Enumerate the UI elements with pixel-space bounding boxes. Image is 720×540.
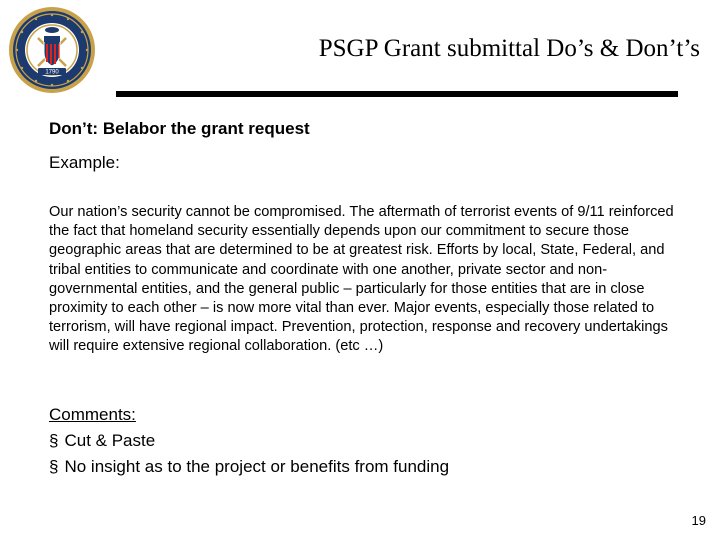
seal-year: 1790 <box>45 69 59 76</box>
comments-label: Comments: <box>49 405 136 424</box>
page-title: PSGP Grant submittal Do’s & Don’t’s <box>318 35 700 62</box>
coast-guard-seal-icon <box>8 6 96 94</box>
bullet-icon: § <box>49 457 59 476</box>
comment-text: No insight as to the project or benefits from funding <box>64 457 450 476</box>
title-divider <box>116 91 678 97</box>
page-number: 19 <box>691 513 706 528</box>
comment-text: Cut & Paste <box>64 431 156 450</box>
example-label: Example: <box>49 153 120 172</box>
bullet-icon: § <box>49 431 59 450</box>
comments-section <box>49 402 449 480</box>
section-heading: Don’t: Belabor the grant request <box>49 119 310 138</box>
comment-bullet-1 <box>49 428 449 454</box>
example-paragraph: Our nation’s security cannot be compromised. The aftermath of terrorist events of 9/11 reinforced the fact that homeland security essentially depends upon our commitment to secure those geographic areas that are determined to be at greatest risk. Efforts by local, State, Federal, and tribal entities to communicate and coordinate with one another, private sector and non-governmental entities, and the general public – particularly for those entities that are in close proximity to each other – is now more vital than ever. Major events, especially those related to terrorism, will have regional impact. Prevention, protection, response and recovery undertakings will require extensive regional collaboration. (etc …) <box>49 204 674 355</box>
comment-bullet-2 <box>49 454 449 480</box>
